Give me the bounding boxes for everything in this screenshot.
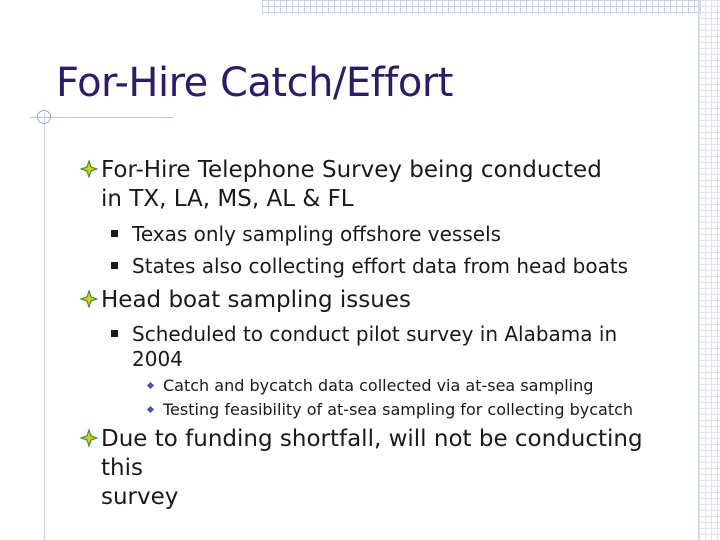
bullet-1-line-2: in TX, LA, MS, AL & FL: [101, 186, 354, 212]
bullet-3: [80, 425, 680, 512]
bullet-1-line-1: For-Hire Telephone Survey being conducted: [101, 157, 602, 183]
bullet-3-line-2: survey: [101, 484, 179, 510]
bullet-2-sub-1-sub-1: [148, 375, 668, 397]
decorative-grid-right: [699, 0, 720, 540]
decorative-vertical-line-left: [44, 112, 45, 540]
square-bullet-icon: [111, 262, 118, 269]
bullet-2-sub-1-sub-2: [148, 399, 668, 421]
bullet-1-sub-2: [111, 254, 671, 279]
bullet-2-sub-1-line-1: Scheduled to conduct pilot survey in Alabama in: [132, 322, 618, 346]
star-bullet-icon: [80, 290, 98, 308]
slide-title: For-Hire Catch/Effort: [56, 60, 453, 106]
bullet-2-sub-1-sub-2-text: Testing feasibility of at-sea sampling for collecting bycatch: [163, 400, 634, 419]
bullet-1-sub-2-text: States also collecting effort data from head boats: [132, 254, 629, 278]
bullet-2: [80, 286, 680, 315]
crosshair-circle-icon: [37, 110, 51, 124]
bullet-2-sub-1-line-2: 2004: [132, 347, 183, 371]
bullet-1-sub-1: [111, 222, 671, 247]
bullet-2-line-1: Head boat sampling issues: [101, 287, 411, 313]
star-bullet-icon: [80, 429, 98, 447]
decorative-grid-top: [262, 0, 702, 14]
bullet-1-sub-1-text: Texas only sampling offshore vessels: [132, 222, 502, 246]
bullet-2-sub-1: [111, 322, 671, 372]
bullet-1: [80, 156, 680, 214]
bullet-2-sub-1-sub-1-text: Catch and bycatch data collected via at-sea sampling: [163, 376, 594, 395]
bullet-3-line-1: Due to funding shortfall, will not be conducting this: [101, 426, 643, 481]
square-bullet-icon: [111, 330, 118, 337]
square-bullet-icon: [111, 230, 118, 237]
title-underline: [30, 117, 173, 118]
star-bullet-icon: [80, 160, 98, 178]
